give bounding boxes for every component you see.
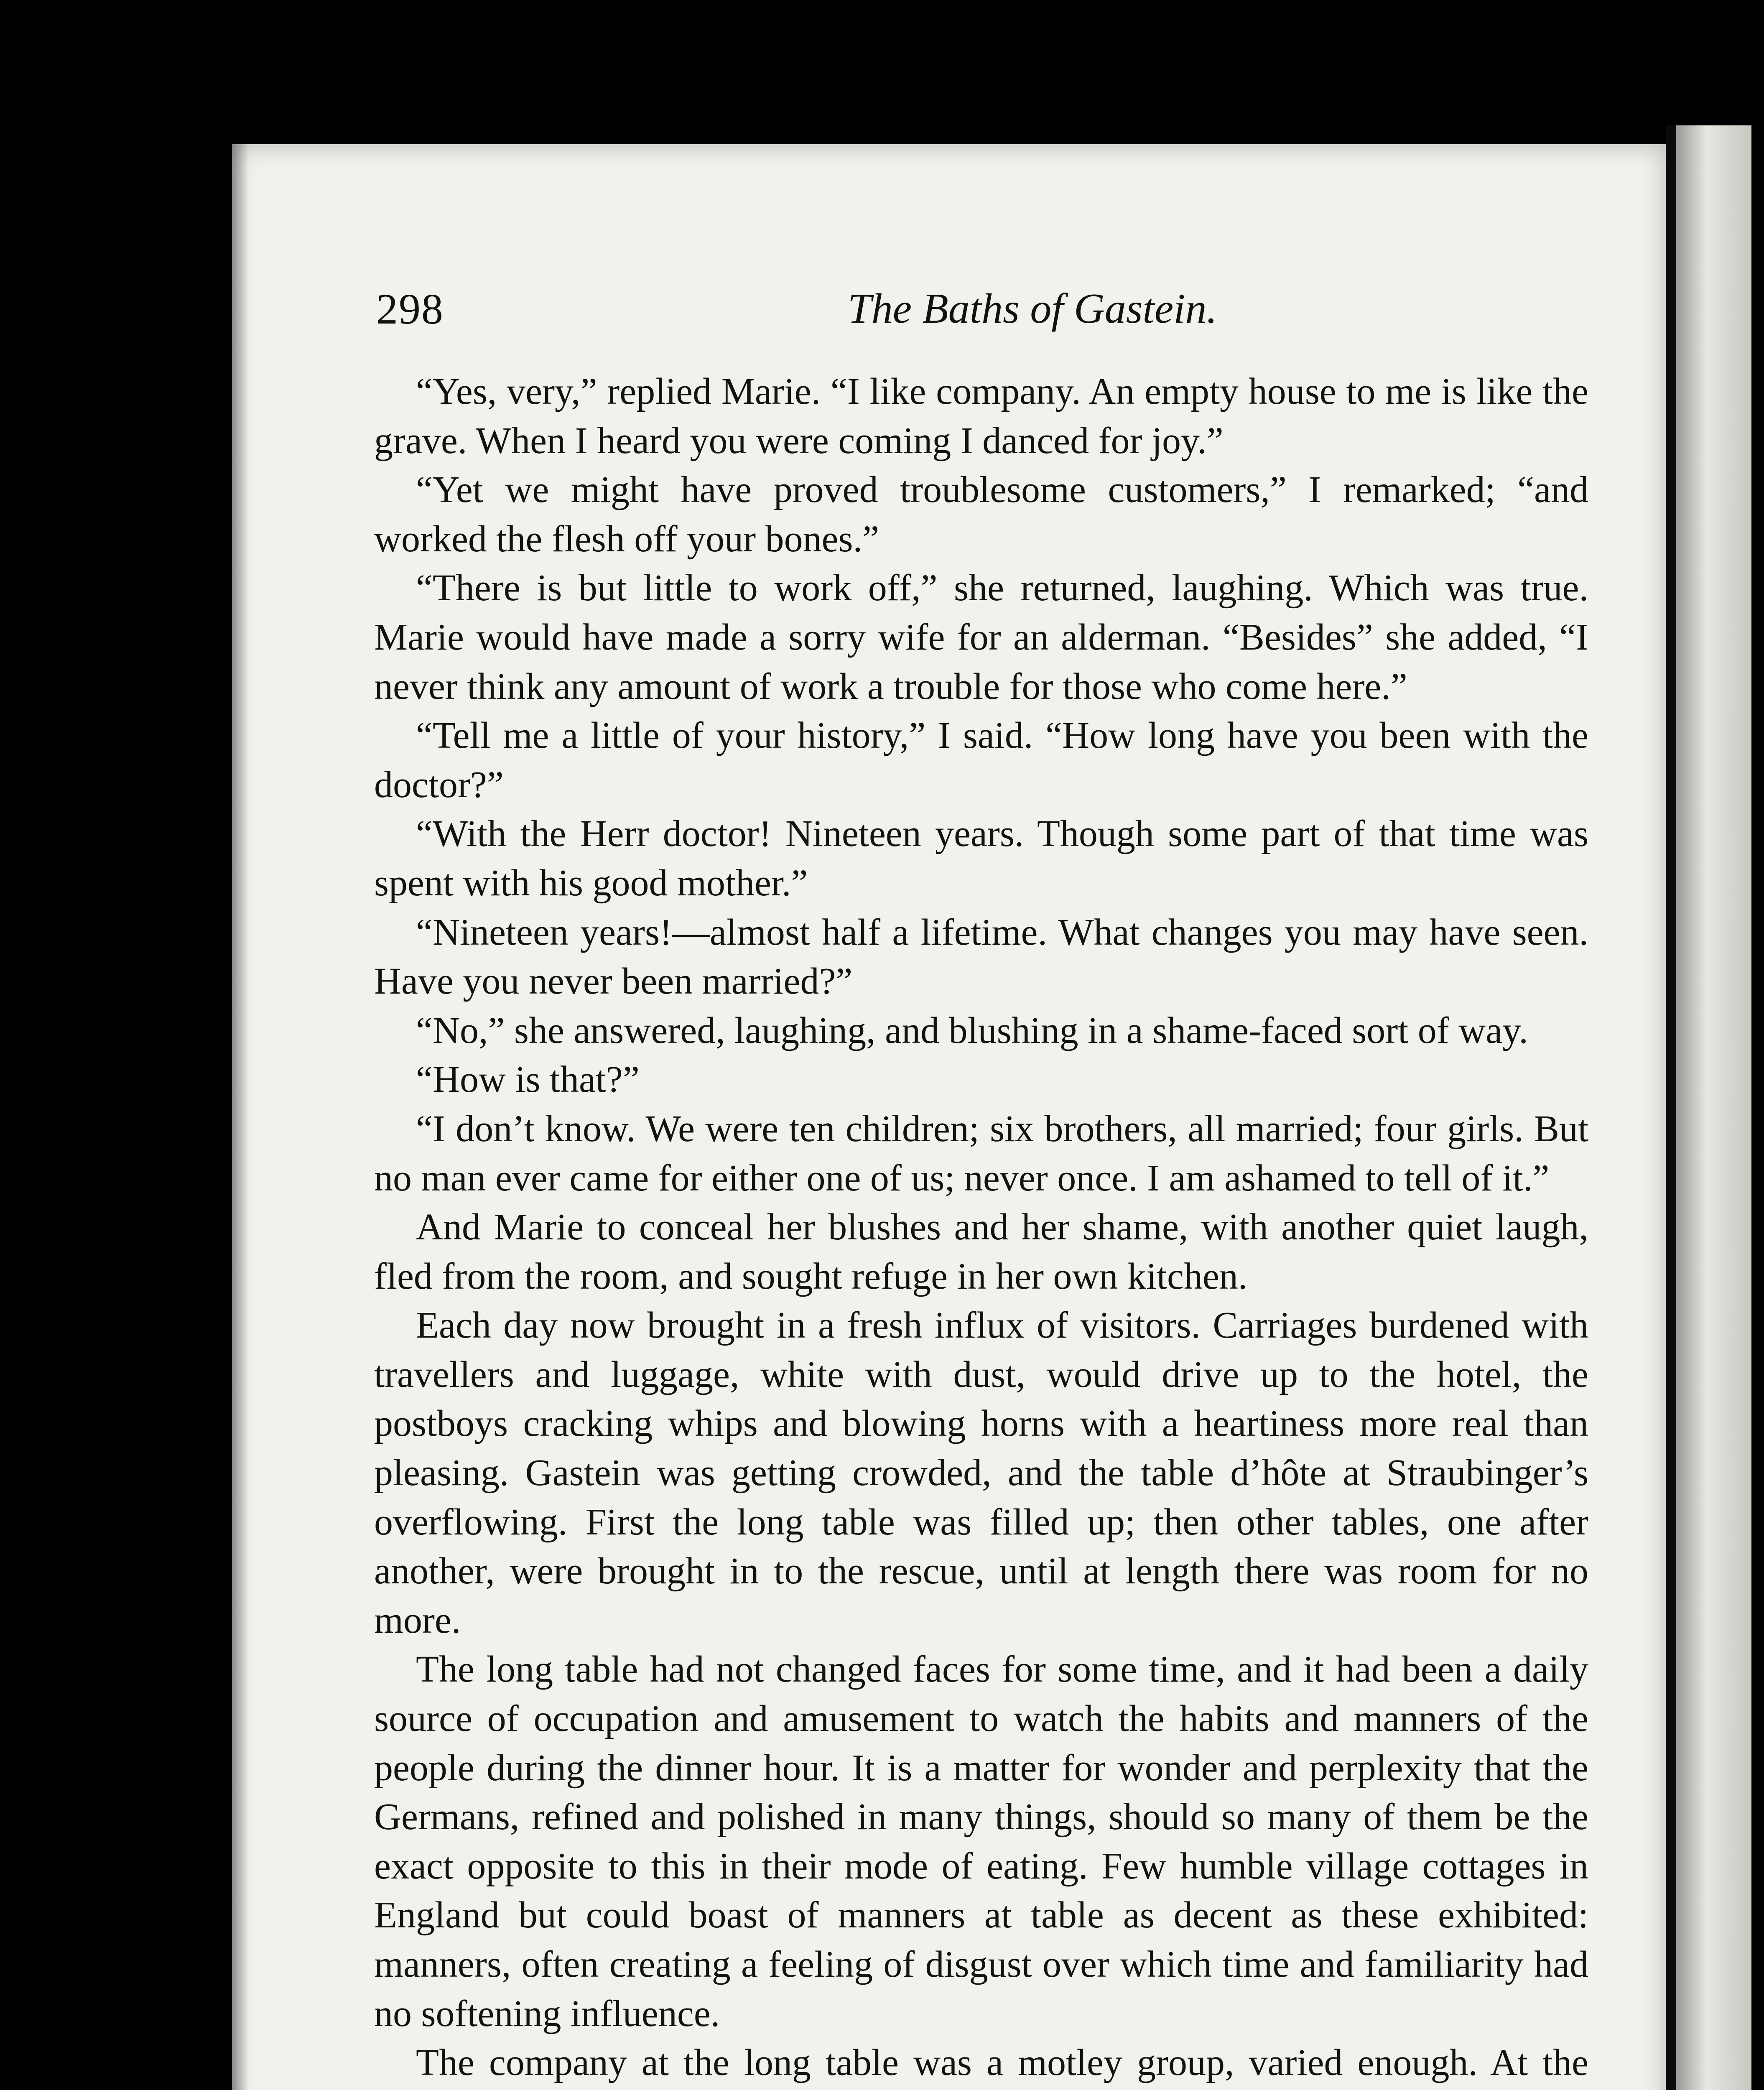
paragraph: “Nineteen years!—almost half a lifetime. What changes you may have seen. Have you never been married?” [374,911,1588,1002]
paragraph: “Tell me a little of your history,” I said. “How long have you been with the doctor?” [374,715,1588,805]
page-number: 298 [376,285,444,333]
running-title: The Baths of Gastein. [848,285,1217,332]
paragraph: “Yes, very,” replied Marie. “I like company. An empty house to me is like the grave. When I heard you were coming I danced for joy.” [374,371,1588,461]
paragraph: “There is but little to work off,” she returned, laughing. Which was true. Marie would have made a sorry wife for an alderman. “Besides” she added, “I never think any amount of work a trouble for those who come here.” [374,567,1588,707]
paragraph: “I don’t know. We were ten children; six brothers, all married; four girls. But no man ever came for either one of us; never once. I am ashamed to tell of it.” [374,1108,1588,1199]
paragraph: And Marie to conceal her blushes and her shame, with another quiet laugh, fled from the room, and sought refuge in her own kitchen. [374,1206,1588,1297]
body-text [374,367,1588,2090]
paragraph: “Yet we might have proved troublesome customers,” I remarked; “and worked the flesh off your bones.” [374,469,1588,560]
paragraph: “No,” she answered, laughing, and blushing in a shame-faced sort of way. [416,1009,1528,1051]
page-header [376,284,1588,343]
page-edge-shadow [232,144,249,2090]
paragraph: “How is that?” [416,1059,640,1101]
adjacent-page-edge [1676,125,1751,2090]
paragraph: Each day now brought in a fresh influx of visitors. Carriages burdened with travellers and luggage, white with dust, would drive up to the hotel, the postboys cracking whips and blowing horns with a heartiness more real than pleasing. Gastein was getting crowded, and the table d’hôte at Straubinger’s overflowing. First the long table was filled up; then other tables, one after another, were brought in to the rescue, until at length there was room for no more. [374,1305,1588,1641]
paragraph: The long table had not changed faces for some time, and it had been a daily source of occupation and amusement to watch the habits and manners of the people during the dinner hour. It is a matter for wonder and perplexity that the Germans, refined and polished in many things, should so many of them be the exact opposite to this in their mode of eating. Few humble village cottages in England but could boast of manners at table as decent as these exhibited: manners, often creating a feeling of disgust over which time and familiarity had no softening influence. [374,1649,1588,2034]
paragraph: “With the Herr doctor! Nineteen years. Though some part of that time was spent with his good mother.” [374,813,1588,904]
paragraph: The company at the long table was a motley group, varied enough. At the [416,2042,1588,2084]
book-gutter [1666,125,1676,2090]
